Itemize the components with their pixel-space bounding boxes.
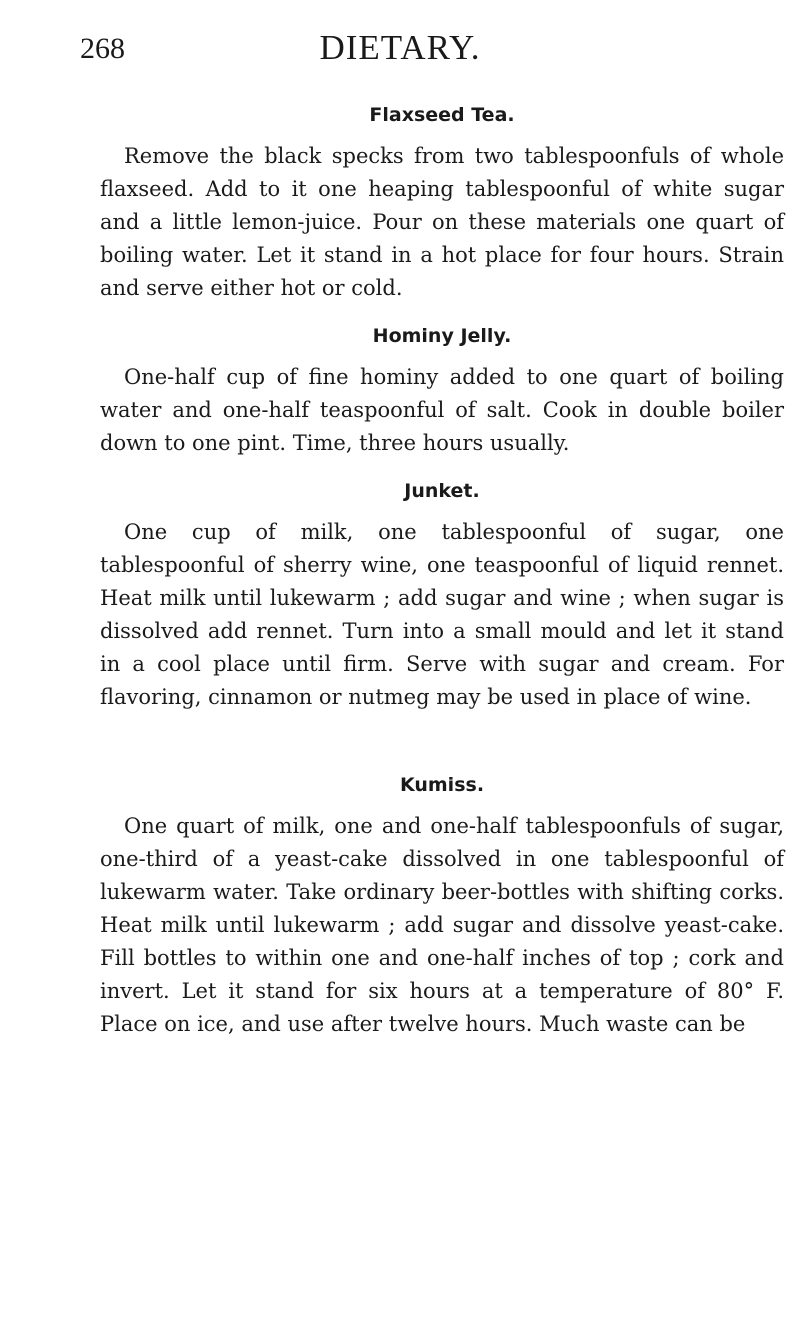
recipe-kumiss (100, 774, 784, 1041)
recipe-list (100, 104, 784, 1055)
recipe-body: Remove the black specks from two tablespoonfuls of whole flaxseed. Add to it one heaping tablespoonful of white sugar and a little lemon-juice. Pour on these materials one quart of boiling water. Let it stand in a hot place for four hours. Strain and serve either hot or cold. (100, 144, 784, 300)
recipe-body: One cup of milk, one tablespoonful of sugar, one tablespoonful of sherry wine, one teaspoonful of liquid rennet. Heat milk until lukewarm ; add sugar and wine ; when sugar is dissolved add rennet. Turn into a small mould and let it stand in a cool place until firm. Serve with sugar and cream. For flavoring, cinnamon or nutmeg may be used in place of wine. (100, 520, 784, 709)
recipe-hominy-jelly (100, 325, 784, 460)
recipe-junket (100, 480, 784, 714)
recipe-flaxseed-tea (100, 104, 784, 305)
running-title: DIETARY. (319, 28, 481, 67)
recipe-title: Flaxseed Tea. (369, 104, 515, 126)
recipe-body: One quart of milk, one and one-half tablespoonfuls of sugar, one-third of a yeast-cake dissolved in one tablespoonful of lukewarm water. Take ordinary beer-bottles with shifting corks. Heat milk until lukewarm ; add sugar and dissolve yeast-cake. Fill bottles to within one and one-half inches of top ; cork and invert. Let it stand for six hours at a temperature of 80° F. Place on ice, and use after twelve hours. Much waste can be (100, 814, 784, 1036)
recipe-title: Junket. (404, 480, 480, 502)
running-head (80, 28, 760, 72)
recipe-body: One-half cup of fine hominy added to one quart of boiling water and one-half teaspoonful of salt. Cook in double boiler down to one pint. Time, three hours usually. (100, 365, 784, 455)
section-spacer (100, 734, 784, 774)
page-number: 268 (80, 32, 125, 65)
recipe-title: Hominy Jelly. (372, 325, 512, 347)
recipe-title: Kumiss. (399, 774, 485, 796)
